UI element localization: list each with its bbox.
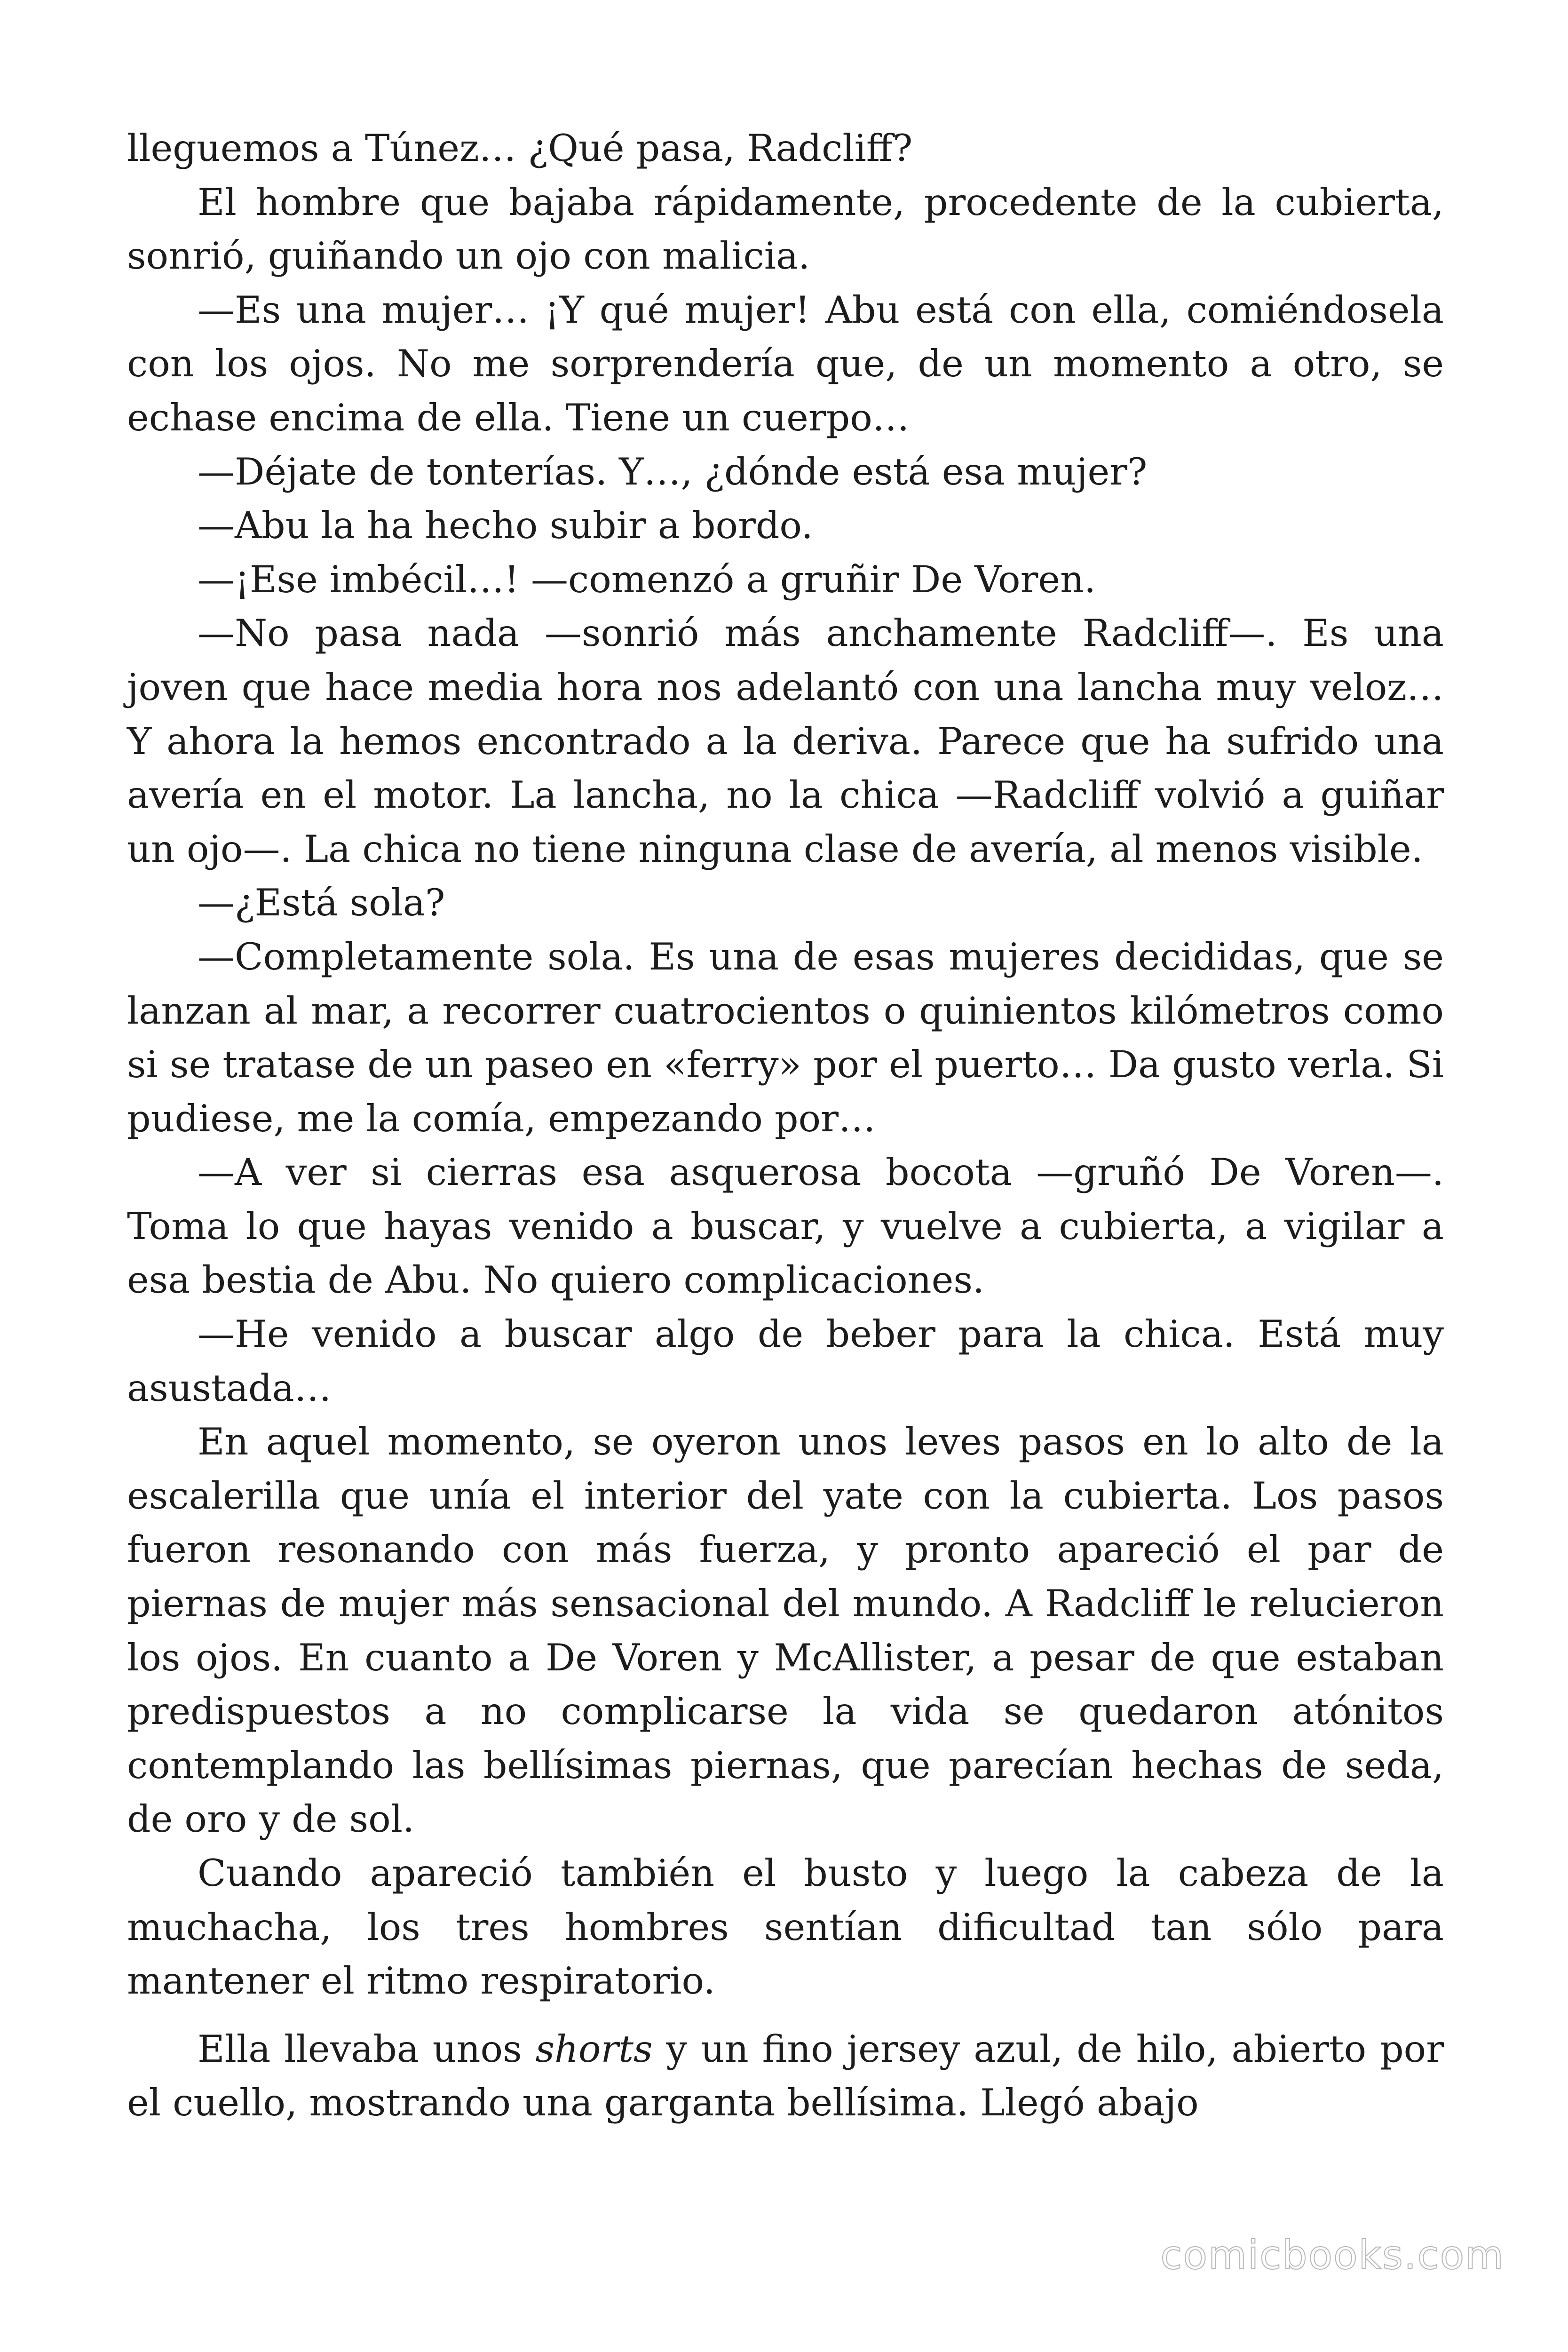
paragraph-continuation: lleguemos a Túnez… ¿Qué pasa, Radcliff?: [127, 127, 913, 170]
paragraph: Cuando apareció también el busto y luego la cabeza de la muchacha, los tres hombres sentían dificultad tan sólo para mantener el ritmo respiratorio.: [127, 1851, 1444, 2003]
paragraph: —Déjate de tonterías. Y…, ¿dónde está esa mujer?: [198, 450, 1148, 493]
paragraph: —No pasa nada —sonrió más anchamente Radcliff—. Es una joven que hace media hora nos adelantó con una lancha muy veloz… Y ahora la hemos encontrado a la deriva. Parece que ha sufrido una avería en el motor. La lancha, no la chica —Radcliff volvió a guiñar un ojo—. La chica no tiene ninguna clase de avería, al menos visible.: [127, 612, 1444, 871]
book-page-text: [127, 121, 1444, 2130]
paragraph-text: y un fino jersey azul, de hilo, abierto por el cuello, mostrando una garganta bellísima. Llegó abajo: [127, 2027, 1444, 2125]
site-watermark: comicbooks.com: [1160, 2232, 1505, 2278]
paragraph: —A ver si cierras esa asquerosa bocota —gruñó De Voren—. Toma lo que hayas venido a buscar, y vuelve a cubierta, a vigilar a esa bestia de Abu. No quiero complicaciones.: [127, 1151, 1444, 1302]
paragraph: —Es una mujer… ¡Y qué mujer! Abu está con ella, comiéndosela con los ojos. No me sorprendería que, de un momento a otro, se echase encima de ella. Tiene un cuerpo…: [127, 288, 1444, 439]
paragraph: —Completamente sola. Es una de esas mujeres decididas, que se lanzan al mar, a recorrer cuatrocientos o quinientos kilómetros como si se tratase de un paseo en «ferry» por el puerto… Da gusto verla. Si pudiese, me la comía, empezando por…: [127, 935, 1444, 1140]
paragraph: —He venido a buscar algo de beber para la chica. Está muy asustada…: [127, 1312, 1444, 1410]
paragraph: El hombre que bajaba rápidamente, procedente de la cubierta, sonrió, guiñando un ojo con malicia.: [127, 180, 1444, 278]
paragraph: —Abu la ha hecho subir a bordo.: [198, 504, 813, 548]
paragraph: En aquel momento, se oyeron unos leves pasos en lo alto de la escalerilla que unía el interior del yate con la cubierta. Los pasos fueron resonando con más fuerza, y pronto apareció el par de piernas de mujer más sensacional del mundo. A Radcliff le relucieron los ojos. En cuanto a De Voren y McAllister, a pesar de que estaban predispuestos a no complicarse la vida se quedaron atónitos contemplando las bellísimas piernas, que parecían hechas de seda, de oro y de sol.: [127, 1420, 1444, 1841]
paragraph: —¡Ese imbécil…! —comenzó a gruñir De Voren.: [198, 557, 1096, 601]
paragraph-text: Ella llevaba unos: [198, 2027, 536, 2071]
italic-word: shorts: [535, 2027, 653, 2071]
paragraph: —¿Está sola?: [198, 881, 445, 925]
paragraph: [127, 2022, 1444, 2130]
